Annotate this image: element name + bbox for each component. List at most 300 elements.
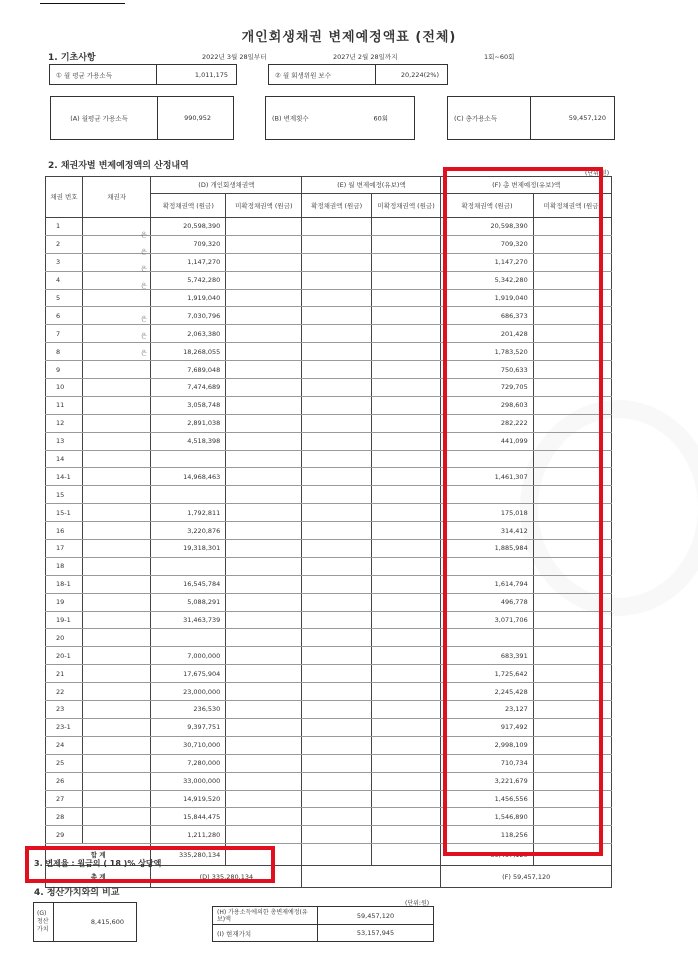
row-d-unconfirmed <box>226 450 302 468</box>
row-f-confirmed: 709,320 <box>441 235 533 253</box>
monthly-income-box <box>49 64 237 85</box>
monthly-income-value: 1,011,175 <box>194 70 228 79</box>
row-creditor <box>82 683 150 701</box>
row-e-confirmed <box>302 271 372 289</box>
row-f-confirmed: 314,412 <box>441 522 533 540</box>
monthly-repay-value: 990,952 <box>184 114 211 122</box>
row-d-confirmed: 1,211,280 <box>151 826 226 844</box>
total-f: (F) 59,457,120 <box>441 866 612 888</box>
row-f-confirmed: 441,099 <box>441 432 533 450</box>
row-e-confirmed <box>302 593 372 611</box>
row-d-confirmed: 23,000,000 <box>151 683 226 701</box>
row-no: 14 <box>46 450 83 468</box>
row-d-unconfirmed <box>226 647 302 665</box>
row-e-confirmed <box>302 808 372 826</box>
row-d-unconfirmed <box>226 432 302 450</box>
row-d-confirmed: 1,147,270 <box>151 253 226 271</box>
row-f-confirmed: 118,256 <box>441 826 533 844</box>
row-d-unconfirmed <box>226 665 302 683</box>
sum-e-unconfirmed <box>371 844 441 866</box>
row-no: 23-1 <box>46 718 83 736</box>
header-f-group: (F) 총 변제예정(유보)액 <box>441 177 612 194</box>
row-d-unconfirmed <box>226 522 302 540</box>
row-d-confirmed: 33,000,000 <box>151 772 226 790</box>
top-rule <box>40 3 125 4</box>
row-d-unconfirmed <box>226 486 302 504</box>
total-e <box>302 866 441 888</box>
side-mark: 은 <box>141 316 147 324</box>
row-f-confirmed: 1,546,890 <box>441 808 533 826</box>
highlight-total-repay-column <box>443 167 603 856</box>
row-d-confirmed: 17,675,904 <box>151 665 226 683</box>
row-d-confirmed: 1,919,040 <box>151 289 226 307</box>
row-d-confirmed: 3,058,748 <box>151 396 226 414</box>
row-d-unconfirmed <box>226 468 302 486</box>
sum-f: 59,457,120 <box>441 844 533 866</box>
box-divider <box>157 97 158 139</box>
header-d-unconfirmed: 미확정채권액 (원금) <box>226 194 302 218</box>
row-e-unconfirmed <box>371 701 441 719</box>
row-creditor <box>82 379 150 397</box>
row-creditor <box>82 701 150 719</box>
row-e-confirmed <box>302 486 372 504</box>
row-e-unconfirmed <box>371 379 441 397</box>
row-e-unconfirmed <box>371 343 441 361</box>
row-d-unconfirmed <box>226 611 302 629</box>
row-d-confirmed: 7,000,000 <box>151 647 226 665</box>
row-f-confirmed: 917,492 <box>441 718 533 736</box>
row-f-confirmed: 3,071,706 <box>441 611 533 629</box>
liquidation-value-label: (G) 청산 가치 <box>37 910 49 933</box>
row-e-confirmed <box>302 307 372 325</box>
row-d-unconfirmed <box>226 629 302 647</box>
box-divider <box>53 903 54 941</box>
monthly-repay-box <box>50 96 234 140</box>
row-d-confirmed: 31,463,739 <box>151 611 226 629</box>
row-d-confirmed: 14,919,520 <box>151 790 226 808</box>
row-no: 9 <box>46 361 83 379</box>
row-e-unconfirmed <box>371 486 441 504</box>
row-no: 18 <box>46 557 83 575</box>
side-mark: 은 <box>141 350 147 358</box>
row-e-unconfirmed <box>371 540 441 558</box>
row-d-confirmed: 18,268,055 <box>151 343 226 361</box>
row-e-confirmed <box>302 718 372 736</box>
row-no: 2 <box>46 235 83 253</box>
row-no: 16 <box>46 522 83 540</box>
row-d-unconfirmed <box>226 557 302 575</box>
section-4-label: 4. 청산가치와의 비교 <box>34 888 120 898</box>
row-creditor <box>82 504 150 522</box>
row-e-confirmed <box>302 701 372 719</box>
present-value-label: (I) 현재가치 <box>213 925 318 942</box>
row-f-confirmed: 1,725,642 <box>441 665 533 683</box>
row-e-unconfirmed <box>371 414 441 432</box>
row-e-confirmed <box>302 575 372 593</box>
row-d-unconfirmed <box>226 218 302 236</box>
row-d-confirmed: 19,318,301 <box>151 540 226 558</box>
row-d-confirmed: 709,320 <box>151 235 226 253</box>
header-e-confirmed: 확정채권액 (원금) <box>302 194 372 218</box>
row-no: 15-1 <box>46 504 83 522</box>
sum-e-confirmed <box>302 844 372 866</box>
liquidation-value: 8,415,600 <box>90 918 124 926</box>
side-mark: 은 <box>141 282 147 290</box>
row-d-unconfirmed <box>226 361 302 379</box>
row-f-confirmed: 201,428 <box>441 325 533 343</box>
row-d-unconfirmed <box>226 343 302 361</box>
row-d-confirmed: 1,792,811 <box>151 504 226 522</box>
row-creditor <box>82 522 150 540</box>
row-d-unconfirmed <box>226 325 302 343</box>
creditor-side-marks <box>141 228 147 363</box>
row-d-unconfirmed <box>226 683 302 701</box>
comparison-table <box>212 906 434 942</box>
row-no: 17 <box>46 540 83 558</box>
row-e-unconfirmed <box>371 235 441 253</box>
liquidation-value-box <box>33 902 137 942</box>
row-e-confirmed <box>302 772 372 790</box>
row-creditor <box>82 718 150 736</box>
row-e-confirmed <box>302 647 372 665</box>
section-1-label: 1. 기초사항 <box>48 53 96 63</box>
total-d: (D) 335,280,134 <box>151 866 302 888</box>
row-f-confirmed: 2,998,109 <box>441 736 533 754</box>
row-d-unconfirmed <box>226 271 302 289</box>
section-2-unit: (단위:원) <box>585 170 610 177</box>
row-no: 1 <box>46 218 83 236</box>
row-d-unconfirmed <box>226 736 302 754</box>
row-no: 14-1 <box>46 468 83 486</box>
row-no: 10 <box>46 379 83 397</box>
row-e-unconfirmed <box>371 271 441 289</box>
row-creditor <box>82 808 150 826</box>
row-creditor <box>82 665 150 683</box>
row-e-unconfirmed <box>371 432 441 450</box>
side-mark: 은 <box>141 248 147 256</box>
row-d-confirmed: 7,280,000 <box>151 754 226 772</box>
row-f-confirmed: 23,127 <box>441 701 533 719</box>
repay-times-value: 60회 <box>373 114 388 123</box>
row-d-unconfirmed <box>226 701 302 719</box>
row-f-confirmed: 496,778 <box>441 593 533 611</box>
row-d-unconfirmed <box>226 718 302 736</box>
row-e-confirmed <box>302 218 372 236</box>
side-mark: 은 <box>141 333 147 341</box>
row-e-confirmed <box>302 754 372 772</box>
row-e-confirmed <box>302 343 372 361</box>
row-e-unconfirmed <box>371 396 441 414</box>
row-creditor <box>82 736 150 754</box>
row-creditor <box>82 629 150 647</box>
row-creditor <box>82 486 150 504</box>
row-e-unconfirmed <box>371 808 441 826</box>
row-d-confirmed: 14,968,463 <box>151 468 226 486</box>
header-f-confirmed: 확정채권액 (원금) <box>441 194 533 218</box>
row-d-confirmed <box>151 486 226 504</box>
total-repay-label: (H) 가용소득에의한 총변제예정(유보)액 <box>213 907 318 925</box>
row-d-confirmed: 16,545,784 <box>151 575 226 593</box>
row-f-confirmed: 20,598,390 <box>441 218 533 236</box>
row-f-confirmed: 1,456,556 <box>441 790 533 808</box>
row-e-unconfirmed <box>371 754 441 772</box>
row-no: 19-1 <box>46 611 83 629</box>
row-no: 12 <box>46 414 83 432</box>
row-d-unconfirmed <box>226 289 302 307</box>
row-e-confirmed <box>302 450 372 468</box>
section-2-label: 2. 채권자별 변제예정액의 산정내역 <box>48 161 189 171</box>
row-no: 24 <box>46 736 83 754</box>
row-e-confirmed <box>302 468 372 486</box>
row-e-unconfirmed <box>371 718 441 736</box>
row-d-confirmed: 20,598,390 <box>151 218 226 236</box>
repay-rate-text: 3. 변제율 : 원금의 ( 18 )% 상당액 <box>34 859 162 868</box>
row-d-confirmed: 2,063,380 <box>151 325 226 343</box>
row-e-unconfirmed <box>371 218 441 236</box>
document-title: 개인회생채권 변제예정액표 (전체) <box>241 30 457 45</box>
row-no: 20 <box>46 629 83 647</box>
row-e-unconfirmed <box>371 683 441 701</box>
row-d-confirmed: 2,891,038 <box>151 414 226 432</box>
row-d-unconfirmed <box>226 379 302 397</box>
row-d-unconfirmed <box>226 396 302 414</box>
period-range: 1회~60회 <box>484 53 515 61</box>
row-e-unconfirmed <box>371 790 441 808</box>
repay-times-label: (B) 변제횟수 <box>272 114 309 123</box>
row-d-unconfirmed <box>226 790 302 808</box>
row-e-confirmed <box>302 414 372 432</box>
row-no: 4 <box>46 271 83 289</box>
row-e-confirmed <box>302 289 372 307</box>
row-e-unconfirmed <box>371 253 441 271</box>
row-f-confirmed: 1,614,794 <box>441 575 533 593</box>
row-e-unconfirmed <box>371 611 441 629</box>
row-d-unconfirmed <box>226 307 302 325</box>
row-f-confirmed: 1,919,040 <box>441 289 533 307</box>
row-d-unconfirmed <box>226 253 302 271</box>
row-f-confirmed: 282,222 <box>441 414 533 432</box>
row-no: 23 <box>46 701 83 719</box>
row-d-confirmed <box>151 629 226 647</box>
row-e-unconfirmed <box>371 575 441 593</box>
row-no: 26 <box>46 772 83 790</box>
row-e-confirmed <box>302 432 372 450</box>
row-no: 25 <box>46 754 83 772</box>
row-e-confirmed <box>302 683 372 701</box>
total-label: 총 계 <box>46 866 151 888</box>
sum-d: 335,280,134 <box>151 844 226 866</box>
row-e-unconfirmed <box>371 736 441 754</box>
box-divider <box>530 97 531 139</box>
row-d-unconfirmed <box>226 235 302 253</box>
row-e-confirmed <box>302 665 372 683</box>
row-d-confirmed: 7,689,048 <box>151 361 226 379</box>
row-no: 29 <box>46 826 83 844</box>
row-e-confirmed <box>302 235 372 253</box>
row-d-confirmed: 7,474,689 <box>151 379 226 397</box>
row-e-unconfirmed <box>371 647 441 665</box>
trustee-fee-box <box>268 64 448 85</box>
row-e-confirmed <box>302 629 372 647</box>
row-e-unconfirmed <box>371 826 441 844</box>
row-no: 7 <box>46 325 83 343</box>
present-value-value: 53,157,945 <box>318 925 434 942</box>
header-no: 채권 번호 <box>46 177 83 218</box>
total-income-box <box>447 96 615 140</box>
row-e-unconfirmed <box>371 593 441 611</box>
period-start: 2022년 3월 28일부터 <box>202 53 267 61</box>
row-e-unconfirmed <box>371 557 441 575</box>
trustee-fee-value: 20,224(2%) <box>400 70 439 79</box>
row-d-confirmed: 4,518,398 <box>151 432 226 450</box>
section-4-unit: (단위:원) <box>405 900 430 907</box>
row-d-confirmed <box>151 450 226 468</box>
row-creditor <box>82 647 150 665</box>
row-e-confirmed <box>302 522 372 540</box>
sum-label: 합 계 <box>46 844 151 866</box>
period-end: 2027년 2월 28일까지 <box>333 53 398 61</box>
row-e-unconfirmed <box>371 665 441 683</box>
row-no: 22 <box>46 683 83 701</box>
header-creditor: 채권자 <box>82 177 150 218</box>
row-f-confirmed: 3,221,679 <box>441 772 533 790</box>
row-creditor <box>82 396 150 414</box>
row-no: 15 <box>46 486 83 504</box>
row-no: 8 <box>46 343 83 361</box>
row-creditor <box>82 361 150 379</box>
row-f-confirmed: 686,373 <box>441 307 533 325</box>
row-d-confirmed: 236,530 <box>151 701 226 719</box>
row-e-unconfirmed <box>371 289 441 307</box>
row-e-confirmed <box>302 540 372 558</box>
row-creditor <box>82 414 150 432</box>
box-divider <box>375 65 376 84</box>
row-no: 5 <box>46 289 83 307</box>
row-no: 27 <box>46 790 83 808</box>
row-d-unconfirmed <box>226 414 302 432</box>
box-divider <box>156 65 157 84</box>
row-e-confirmed <box>302 379 372 397</box>
row-e-unconfirmed <box>371 361 441 379</box>
row-no: 18-1 <box>46 575 83 593</box>
row-d-unconfirmed <box>226 540 302 558</box>
row-e-confirmed <box>302 361 372 379</box>
row-creditor <box>82 826 150 844</box>
row-no: 19 <box>46 593 83 611</box>
row-f-confirmed: 750,633 <box>441 361 533 379</box>
side-mark <box>141 296 147 313</box>
row-e-confirmed <box>302 557 372 575</box>
row-e-confirmed <box>302 253 372 271</box>
row-f-confirmed: 710,734 <box>441 754 533 772</box>
row-e-confirmed <box>302 504 372 522</box>
row-f-confirmed: 1,461,307 <box>441 468 533 486</box>
row-no: 20-1 <box>46 647 83 665</box>
row-f-confirmed: 2,245,428 <box>441 683 533 701</box>
row-e-confirmed <box>302 325 372 343</box>
row-d-confirmed: 5,742,280 <box>151 271 226 289</box>
row-e-confirmed <box>302 826 372 844</box>
monthly-income-label: ① 월 평균 가용소득 <box>56 71 112 79</box>
row-creditor <box>82 575 150 593</box>
row-creditor <box>82 432 150 450</box>
total-repay-value: 59,457,120 <box>318 907 434 925</box>
row-d-confirmed: 30,710,000 <box>151 736 226 754</box>
row-creditor <box>82 540 150 558</box>
row-e-unconfirmed <box>371 325 441 343</box>
row-e-unconfirmed <box>371 307 441 325</box>
header-e-group: (E) 월 변제예정(유보)액 <box>302 177 441 194</box>
row-f-confirmed: 1,783,520 <box>441 343 533 361</box>
row-f-confirmed: 1,147,270 <box>441 253 533 271</box>
row-d-confirmed: 9,397,751 <box>151 718 226 736</box>
repay-times-box <box>265 96 415 140</box>
row-e-confirmed <box>302 790 372 808</box>
row-d-confirmed <box>151 557 226 575</box>
row-creditor <box>82 772 150 790</box>
row-f-confirmed: 1,885,984 <box>441 540 533 558</box>
row-d-unconfirmed <box>226 808 302 826</box>
row-d-unconfirmed <box>226 575 302 593</box>
row-creditor <box>82 754 150 772</box>
header-d-group: (D) 개인회생채권액 <box>151 177 302 194</box>
row-creditor <box>82 468 150 486</box>
row-e-unconfirmed <box>371 522 441 540</box>
row-f-confirmed: 298,603 <box>441 396 533 414</box>
side-mark: 은 <box>141 265 147 273</box>
trustee-fee-label: ② 월 회생위원 보수 <box>275 71 331 79</box>
row-no: 11 <box>46 396 83 414</box>
row-e-confirmed <box>302 736 372 754</box>
header-e-unconfirmed: 미확정채권액 (원금) <box>371 194 441 218</box>
total-income-label: (C) 총가용소득 <box>454 114 498 123</box>
row-creditor <box>82 450 150 468</box>
row-d-confirmed: 7,030,796 <box>151 307 226 325</box>
header-f-unconfirmed: 미확정채권액 (원금) <box>533 194 611 218</box>
row-d-confirmed: 3,220,876 <box>151 522 226 540</box>
row-creditor <box>82 593 150 611</box>
row-e-unconfirmed <box>371 504 441 522</box>
row-d-confirmed: 15,844,475 <box>151 808 226 826</box>
side-mark: 은 <box>141 232 147 239</box>
row-no: 13 <box>46 432 83 450</box>
header-d-confirmed: 확정채권액 (원금) <box>151 194 226 218</box>
row-f-confirmed: 175,018 <box>441 504 533 522</box>
row-e-unconfirmed <box>371 450 441 468</box>
row-d-unconfirmed <box>226 826 302 844</box>
row-no: 28 <box>46 808 83 826</box>
row-no: 21 <box>46 665 83 683</box>
row-f-confirmed: 683,391 <box>441 647 533 665</box>
total-income-value: 59,457,120 <box>568 114 606 122</box>
row-e-unconfirmed <box>371 772 441 790</box>
row-no: 3 <box>46 253 83 271</box>
row-e-unconfirmed <box>371 468 441 486</box>
row-f-confirmed: 5,342,280 <box>441 271 533 289</box>
row-d-unconfirmed <box>226 593 302 611</box>
row-f-confirmed: 729,705 <box>441 379 533 397</box>
row-d-unconfirmed <box>226 504 302 522</box>
row-creditor <box>82 611 150 629</box>
row-d-unconfirmed <box>226 772 302 790</box>
monthly-repay-label: (A) 월평균 가용소득 <box>70 114 128 123</box>
row-d-confirmed: 5,088,291 <box>151 593 226 611</box>
row-e-confirmed <box>302 611 372 629</box>
row-creditor <box>82 557 150 575</box>
row-creditor <box>82 790 150 808</box>
row-d-unconfirmed <box>226 754 302 772</box>
row-e-confirmed <box>302 396 372 414</box>
